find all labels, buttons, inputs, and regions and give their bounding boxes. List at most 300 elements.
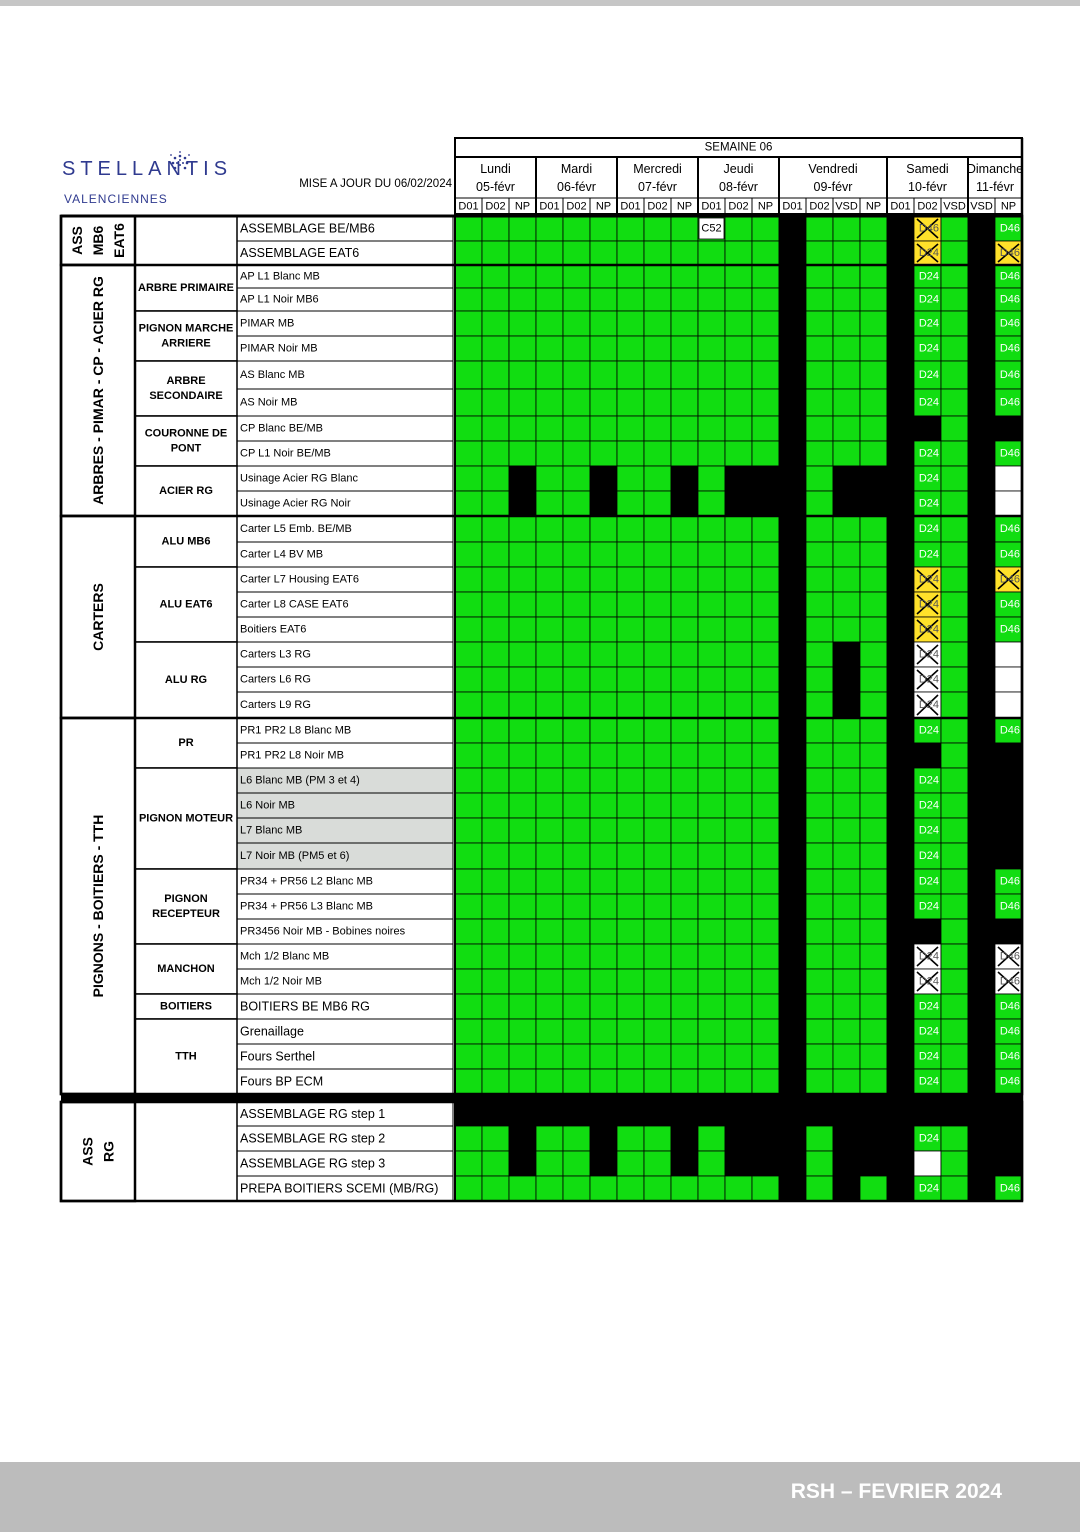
schedule-cell	[725, 311, 752, 336]
schedule-cell	[806, 516, 833, 542]
schedule-cell	[887, 1044, 914, 1069]
cell-code: D46	[999, 975, 1020, 988]
schedule-cell	[752, 567, 779, 592]
schedule-cell	[509, 216, 536, 241]
schedule-cell	[779, 894, 806, 919]
day-date: 11-févr	[976, 180, 1014, 194]
schedule-cell	[509, 818, 536, 843]
schedule-cell	[806, 416, 833, 441]
schedule-cell	[806, 818, 833, 843]
schedule-cell	[509, 1126, 536, 1151]
schedule-cell	[671, 241, 698, 265]
schedule-cell	[563, 919, 590, 944]
schedule-cell	[833, 718, 860, 743]
schedule-cell	[779, 1069, 806, 1094]
schedule-cell	[806, 1176, 833, 1201]
schedule-cell	[725, 416, 752, 441]
schedule-cell	[455, 416, 482, 441]
group-label: PONT	[170, 442, 202, 455]
schedule-cell	[617, 1019, 644, 1044]
schedule-cell	[590, 516, 617, 542]
schedule-cell	[860, 567, 887, 592]
schedule-cell	[644, 667, 671, 692]
schedule-cell	[563, 361, 590, 389]
schedule-cell	[887, 311, 914, 336]
schedule-cell	[509, 311, 536, 336]
schedule-cell	[968, 416, 995, 441]
schedule-cell	[671, 1044, 698, 1069]
schedule-cell	[887, 516, 914, 542]
schedule-cell	[455, 969, 482, 994]
schedule-cell	[779, 1019, 806, 1044]
schedule-cell	[941, 389, 968, 416]
schedule-cell	[887, 642, 914, 667]
schedule-cell	[536, 793, 563, 818]
schedule-cell	[833, 1069, 860, 1094]
schedule-cell	[806, 592, 833, 617]
schedule-cell	[698, 793, 725, 818]
schedule-cell	[806, 667, 833, 692]
schedule-cell	[887, 617, 914, 642]
schedule-cell	[833, 265, 860, 288]
schedule-cell	[941, 642, 968, 667]
schedule-cell	[536, 592, 563, 617]
schedule-cell	[698, 1102, 725, 1126]
schedule-cell	[644, 768, 671, 793]
shift-label: D02	[728, 200, 749, 213]
cell-code: D46	[999, 369, 1020, 381]
schedule-cell	[779, 692, 806, 718]
schedule-cell	[509, 516, 536, 542]
schedule-cell	[860, 1069, 887, 1094]
schedule-cell	[725, 818, 752, 843]
schedule-cell	[590, 919, 617, 944]
schedule-cell	[509, 944, 536, 969]
cell-code: D46	[999, 623, 1020, 636]
schedule-cell	[563, 491, 590, 516]
schedule-cell	[698, 944, 725, 969]
schedule-cell	[806, 969, 833, 994]
schedule-cell	[536, 1069, 563, 1094]
schedule-cell	[752, 1176, 779, 1201]
schedule-cell	[779, 869, 806, 894]
schedule-cell	[833, 692, 860, 718]
schedule-cell	[806, 216, 833, 241]
schedule-cell	[806, 466, 833, 491]
schedule-cell	[941, 466, 968, 491]
schedule-cell	[455, 1151, 482, 1176]
schedule-cell	[806, 894, 833, 919]
cell-code: D24	[918, 598, 939, 611]
row-label: Carters L9 RG	[240, 699, 311, 711]
schedule-cell	[833, 919, 860, 944]
schedule-cell	[536, 441, 563, 466]
schedule-cell	[536, 969, 563, 994]
shift-label: D02	[809, 200, 830, 213]
row-label: AS Blanc MB	[240, 369, 305, 381]
schedule-cell	[752, 288, 779, 311]
schedule-cell	[644, 491, 671, 516]
schedule-cell	[698, 311, 725, 336]
schedule-cell	[887, 919, 914, 944]
schedule-cell	[590, 692, 617, 718]
schedule-cell	[725, 542, 752, 567]
cell-code: D46	[999, 875, 1020, 888]
schedule-cell	[482, 994, 509, 1019]
cell-code: D24	[918, 523, 939, 535]
schedule-cell	[860, 743, 887, 768]
section-label: ASS	[69, 226, 85, 255]
schedule-cell	[563, 1126, 590, 1151]
group-label: ARBRE	[166, 375, 206, 387]
schedule-cell	[887, 416, 914, 441]
schedule-cell	[860, 617, 887, 642]
schedule-cell	[752, 743, 779, 768]
schedule-cell	[779, 336, 806, 361]
schedule-cell	[725, 768, 752, 793]
schedule-cell	[995, 743, 1022, 768]
schedule-cell	[860, 241, 887, 265]
schedule-cell	[725, 441, 752, 466]
schedule-cell	[887, 592, 914, 617]
schedule-cell	[644, 592, 671, 617]
row-label: L7 Noir MB (PM5 et 6)	[240, 850, 350, 862]
schedule-cell	[536, 894, 563, 919]
logo-subtitle: VALENCIENNES	[64, 192, 168, 206]
schedule-cell	[995, 491, 1022, 516]
schedule-cell	[887, 843, 914, 869]
schedule-cell	[941, 567, 968, 592]
schedule-cell	[563, 793, 590, 818]
schedule-cell	[644, 361, 671, 389]
schedule-cell	[482, 919, 509, 944]
row-label: L6 Noir MB	[240, 799, 296, 812]
cell-code: D46	[999, 573, 1020, 586]
schedule-cell	[779, 416, 806, 441]
schedule-cell	[563, 869, 590, 894]
schedule-cell	[698, 361, 725, 389]
schedule-cell	[779, 311, 806, 336]
schedule-cell	[482, 692, 509, 718]
schedule-cell	[887, 441, 914, 466]
schedule-cell	[509, 768, 536, 793]
schedule-cell	[941, 311, 968, 336]
schedule-cell	[995, 642, 1022, 667]
schedule-cell	[833, 311, 860, 336]
schedule-cell	[617, 1044, 644, 1069]
schedule-cell	[725, 361, 752, 389]
schedule-cell	[482, 617, 509, 642]
row-label: PIMAR Noir MB	[240, 342, 318, 355]
shift-label: D01	[458, 200, 479, 213]
schedule-cell	[509, 416, 536, 441]
schedule-cell	[671, 994, 698, 1019]
schedule-cell	[941, 516, 968, 542]
schedule-cell	[860, 894, 887, 919]
schedule-cell	[671, 516, 698, 542]
schedule-cell	[590, 718, 617, 743]
schedule-cell	[806, 1102, 833, 1126]
schedule-cell	[590, 216, 617, 241]
schedule-cell	[671, 265, 698, 288]
shift-label: NP	[865, 200, 882, 213]
schedule-cell	[482, 416, 509, 441]
schedule-cell	[887, 567, 914, 592]
schedule-cell	[995, 1151, 1022, 1176]
schedule-cell	[482, 542, 509, 567]
schedule-cell	[833, 1044, 860, 1069]
schedule-cell	[779, 361, 806, 389]
schedule-cell	[968, 617, 995, 642]
schedule-cell	[644, 969, 671, 994]
row-label: AS Noir MB	[240, 396, 298, 409]
schedule-cell	[563, 216, 590, 241]
schedule-cell	[887, 894, 914, 919]
schedule-cell	[563, 1044, 590, 1069]
schedule-cell	[968, 265, 995, 288]
schedule-cell	[698, 692, 725, 718]
schedule-cell	[752, 1069, 779, 1094]
schedule-cell	[698, 516, 725, 542]
schedule-cell	[644, 692, 671, 718]
schedule-cell	[887, 288, 914, 311]
schedule-cell	[590, 642, 617, 667]
schedule-cell	[968, 567, 995, 592]
schedule-cell	[914, 1151, 941, 1176]
schedule-cell	[455, 516, 482, 542]
schedule-cell	[644, 1019, 671, 1044]
schedule-cell	[509, 1102, 536, 1126]
schedule-cell	[779, 216, 806, 241]
schedule-cell	[455, 491, 482, 516]
schedule-cell	[482, 1044, 509, 1069]
schedule-cell	[482, 336, 509, 361]
schedule-cell	[698, 1126, 725, 1151]
schedule-cell	[698, 768, 725, 793]
schedule-cell	[671, 869, 698, 894]
schedule-cell	[536, 466, 563, 491]
schedule-cell	[536, 617, 563, 642]
schedule-cell	[968, 994, 995, 1019]
schedule-cell	[644, 288, 671, 311]
schedule-cell	[941, 818, 968, 843]
row-label: ASSEMBLAGE BE/MB6	[240, 221, 375, 236]
schedule-cell	[671, 288, 698, 311]
schedule-cell	[725, 288, 752, 311]
schedule-cell	[752, 894, 779, 919]
schedule-cell	[887, 743, 914, 768]
cell-code: D24	[918, 396, 939, 409]
schedule-cell	[806, 1069, 833, 1094]
schedule-cell	[725, 336, 752, 361]
cell-code: D24	[918, 497, 939, 510]
schedule-cell	[914, 743, 941, 768]
schedule-cell	[617, 361, 644, 389]
cell-code: D24	[918, 270, 939, 283]
schedule-cell	[806, 843, 833, 869]
schedule-cell	[455, 1069, 482, 1094]
schedule-cell	[482, 793, 509, 818]
schedule-cell	[968, 1151, 995, 1176]
group-label-cell	[135, 216, 237, 265]
schedule-cell	[725, 466, 752, 491]
cell-code: D46	[999, 270, 1020, 283]
row-label: ASSEMBLAGE RG step 3	[240, 1156, 386, 1171]
schedule-cell	[482, 241, 509, 265]
schedule-cell	[887, 336, 914, 361]
schedule-cell	[806, 743, 833, 768]
schedule-cell	[698, 1069, 725, 1094]
cell-code: D46	[999, 447, 1020, 460]
schedule-cell	[509, 617, 536, 642]
shift-label: D01	[620, 200, 641, 213]
schedule-cell	[590, 944, 617, 969]
schedule-cell	[887, 1019, 914, 1044]
schedule-cell	[455, 389, 482, 416]
row-label: ASSEMBLAGE RG step 2	[240, 1131, 386, 1146]
footer-bar	[0, 1462, 1080, 1532]
shift-label: NP	[1000, 200, 1017, 213]
schedule-cell	[779, 542, 806, 567]
schedule-cell	[590, 768, 617, 793]
schedule-cell	[509, 994, 536, 1019]
shift-label: VSD	[970, 200, 993, 213]
schedule-cell	[617, 692, 644, 718]
cell-code: D24	[918, 1025, 939, 1038]
schedule-cell	[833, 567, 860, 592]
schedule-cell	[860, 592, 887, 617]
schedule-cell	[563, 642, 590, 667]
row-label: Carter L7 Housing EAT6	[240, 573, 360, 586]
schedule-cell	[698, 241, 725, 265]
schedule-cell	[779, 389, 806, 416]
schedule-cell	[455, 1126, 482, 1151]
schedule-cell	[509, 919, 536, 944]
schedule-cell	[887, 793, 914, 818]
schedule-cell	[806, 1151, 833, 1176]
schedule-cell	[806, 241, 833, 265]
schedule-cell	[644, 265, 671, 288]
schedule-cell	[860, 265, 887, 288]
schedule-cell	[482, 592, 509, 617]
shift-label: D01	[701, 200, 722, 213]
schedule-cell	[968, 793, 995, 818]
schedule-cell	[671, 617, 698, 642]
schedule-cell	[671, 969, 698, 994]
section-label: PIGNONS - BOITIERS - TTH	[90, 814, 106, 998]
schedule-cell	[752, 311, 779, 336]
schedule-cell	[860, 288, 887, 311]
schedule-cell	[833, 994, 860, 1019]
shift-label: D02	[647, 200, 668, 213]
shift-label: D02	[917, 200, 938, 213]
day-date: 08-févr	[719, 180, 758, 194]
schedule-cell	[698, 288, 725, 311]
schedule-cell	[833, 491, 860, 516]
schedule-cell	[806, 919, 833, 944]
cell-code: D24	[918, 774, 939, 787]
row-label: PR3456 Noir MB - Bobines noires	[240, 925, 406, 938]
shift-label: D02	[485, 200, 506, 213]
schedule-cell	[671, 361, 698, 389]
cell-code: D24	[918, 875, 939, 888]
schedule-cell	[536, 265, 563, 288]
schedule-cell	[725, 1044, 752, 1069]
schedule-cell	[725, 642, 752, 667]
schedule-cell	[644, 617, 671, 642]
schedule-cell	[833, 1126, 860, 1151]
schedule-cell	[536, 1176, 563, 1201]
schedule-cell	[482, 216, 509, 241]
schedule-cell	[968, 361, 995, 389]
schedule-cell	[752, 361, 779, 389]
schedule-cell	[482, 441, 509, 466]
schedule-cell	[455, 1176, 482, 1201]
schedule-cell	[482, 466, 509, 491]
schedule-cell	[968, 542, 995, 567]
schedule-cell	[941, 843, 968, 869]
schedule-cell	[617, 389, 644, 416]
schedule-cell	[860, 718, 887, 743]
cell-code: D46	[999, 523, 1020, 535]
row-label: Carter L8 CASE EAT6	[240, 598, 349, 611]
schedule-cell	[887, 361, 914, 389]
schedule-cell	[617, 617, 644, 642]
schedule-cell	[617, 1126, 644, 1151]
schedule-cell	[698, 1044, 725, 1069]
schedule-cell	[779, 441, 806, 466]
schedule-cell	[671, 692, 698, 718]
schedule-cell	[563, 542, 590, 567]
schedule-cell	[671, 642, 698, 667]
schedule-cell	[455, 1019, 482, 1044]
schedule-cell	[752, 944, 779, 969]
schedule-cell	[590, 1044, 617, 1069]
schedule-cell	[968, 241, 995, 265]
schedule-cell	[833, 944, 860, 969]
schedule-cell	[968, 692, 995, 718]
schedule-cell	[752, 1019, 779, 1044]
schedule-cell	[671, 743, 698, 768]
schedule-cell	[671, 818, 698, 843]
schedule-cell	[941, 617, 968, 642]
schedule-cell	[644, 1176, 671, 1201]
schedule-cell	[509, 336, 536, 361]
schedule-cell	[752, 389, 779, 416]
schedule-cell	[941, 894, 968, 919]
schedule-cell	[968, 1126, 995, 1151]
schedule-cell	[617, 642, 644, 667]
day-name: Samedi	[906, 162, 949, 176]
schedule-cell	[860, 843, 887, 869]
schedule-cell	[455, 241, 482, 265]
schedule-cell	[590, 265, 617, 288]
schedule-cell	[698, 491, 725, 516]
schedule-cell	[617, 818, 644, 843]
schedule-cell	[860, 216, 887, 241]
schedule-cell	[968, 1044, 995, 1069]
schedule-cell	[590, 969, 617, 994]
schedule-cell	[617, 336, 644, 361]
schedule-cell	[725, 1126, 752, 1151]
schedule-cell	[698, 336, 725, 361]
group-label: SECONDAIRE	[149, 390, 223, 402]
cell-code: D24	[918, 317, 939, 330]
schedule-cell	[860, 1102, 887, 1126]
schedule-cell	[455, 768, 482, 793]
schedule-cell	[995, 1126, 1022, 1151]
schedule-cell	[806, 265, 833, 288]
